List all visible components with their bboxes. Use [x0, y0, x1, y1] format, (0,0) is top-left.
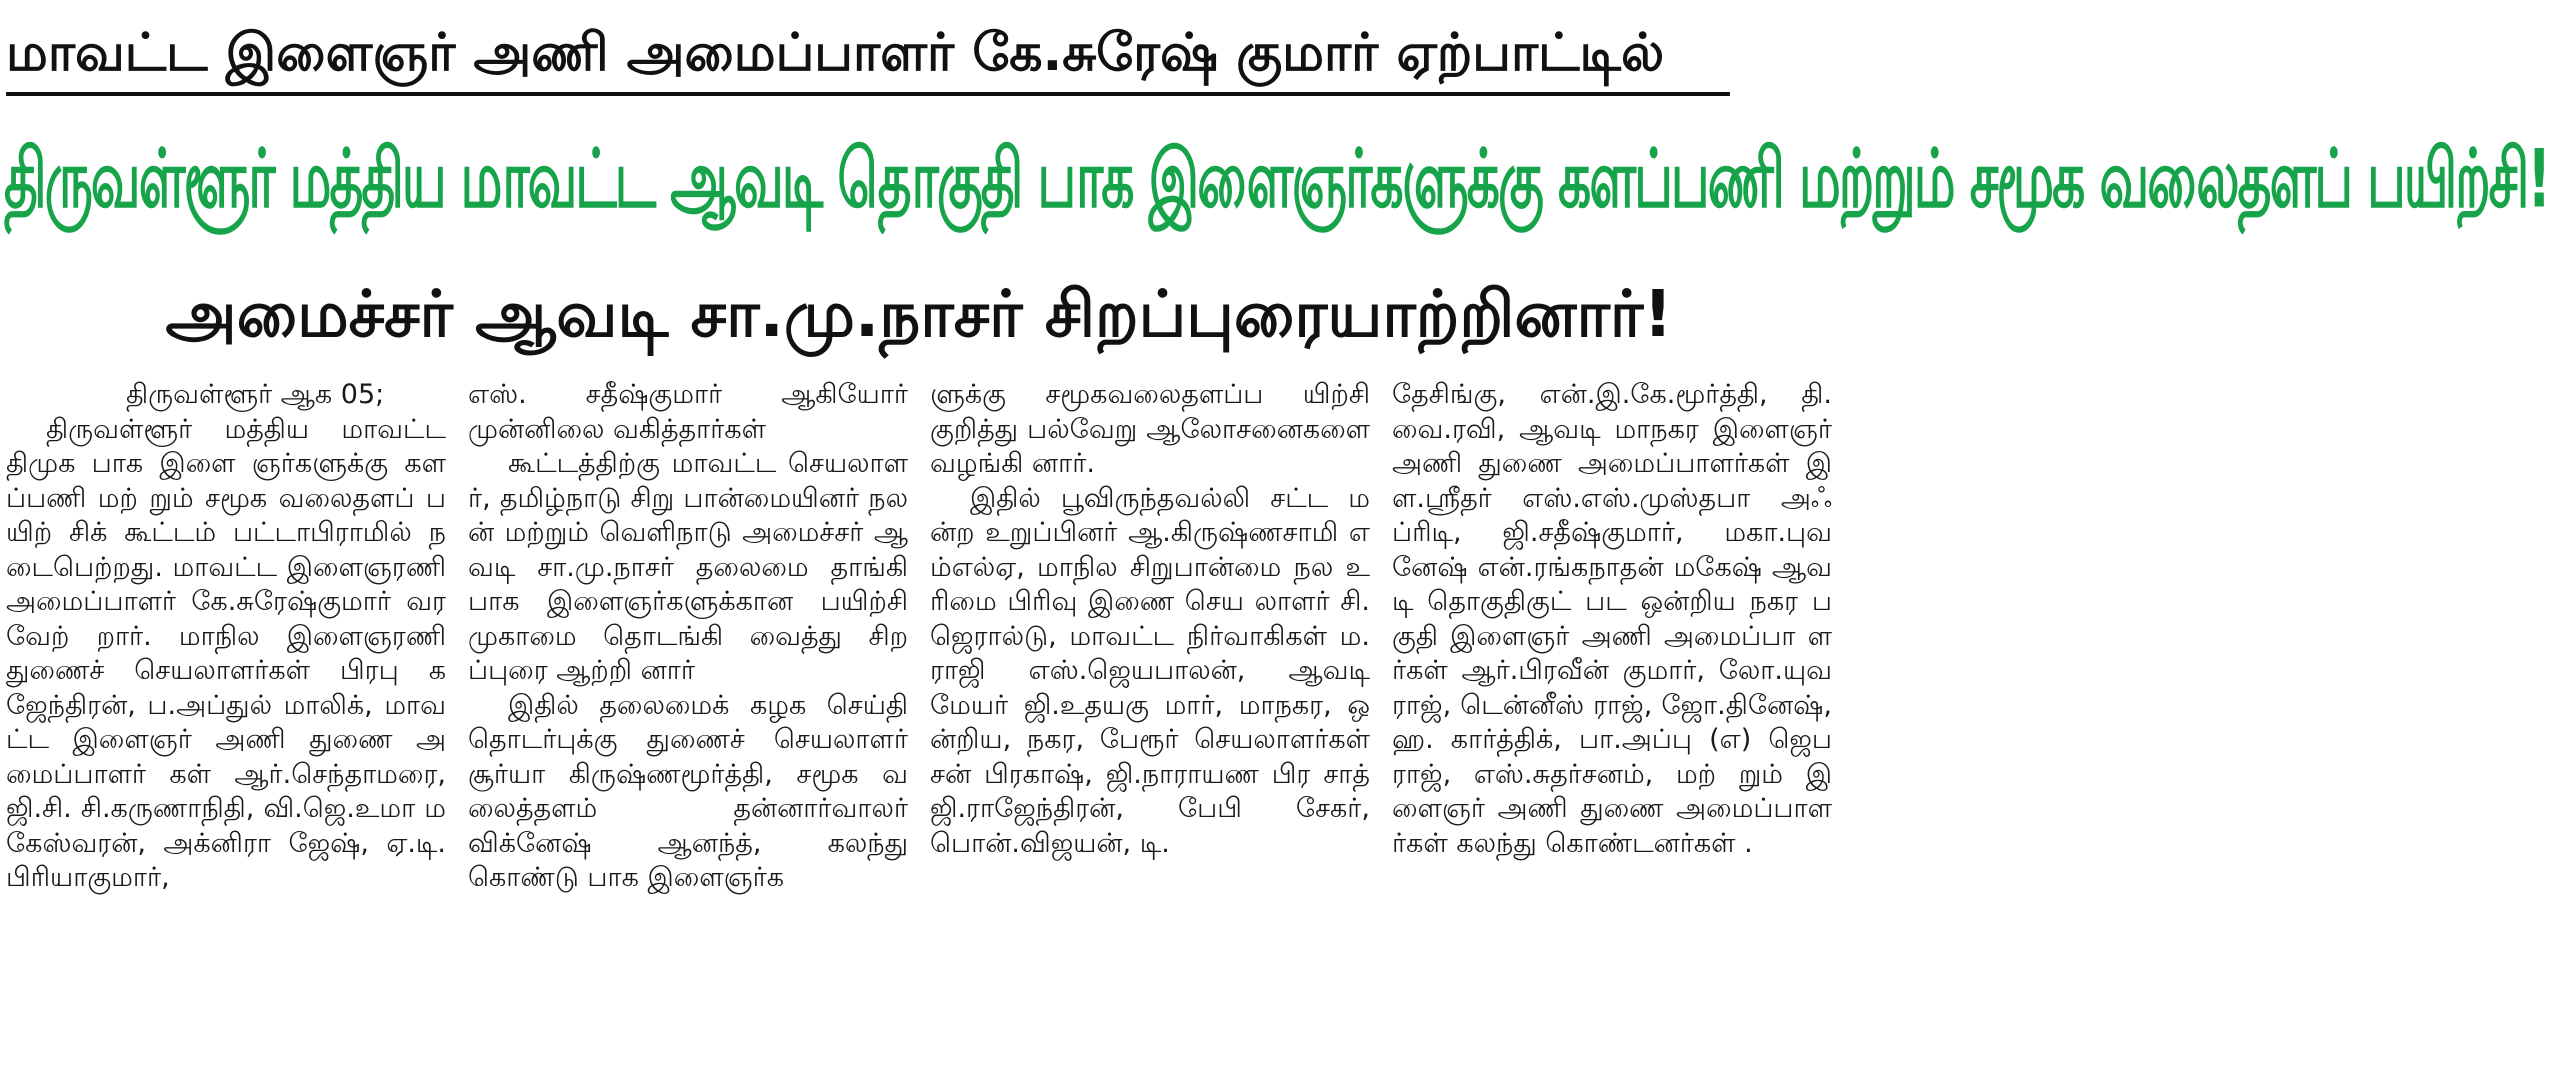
- body-paragraph: எஸ். சதீஷ்குமார் ஆகியோர் முன்னிலை வகித்தார்கள்: [468, 379, 908, 445]
- body-paragraph: இதில் தலைமைக் கழக செய்தி தொடர்புக்கு துணைச் செயலாளர் சூர்யா கிருஷ்ணமூர்த்தி, சமூக வலைத்தளம் தன்னார்வாலர் விக்னேஷ் ஆனந்த், கலந்து கொண்டு பாக இளைஞர்க: [468, 689, 908, 893]
- body-paragraph: ளுக்கு சமூகவலைதளப்ப யிற்சி குறித்து பல்வேறு ஆலோசனைகளை வழங்கி னார்.: [930, 379, 1370, 479]
- article-column-1: [6, 378, 446, 1068]
- article-column-2: [468, 378, 908, 1068]
- article-column-4: [1392, 378, 1832, 1068]
- article-headline: திருவள்ளூர் மத்திய மாவட்ட ஆவடி தொகுதி பாக இளைஞர்களுக்கு களப்பணி மற்றும் சமூக வலைதளப் பயிற்சி!: [4, 133, 2549, 227]
- dateline: திருவள்ளூர் ஆக 05;: [126, 379, 385, 410]
- article-body: [6, 378, 1832, 1068]
- article-column-3: [930, 378, 1370, 1068]
- article-subheadline: அமைச்சர் ஆவடி சா.மு.நாசர் சிறப்புரையாற்றினார்!: [165, 278, 1673, 352]
- body-paragraph: இதில் பூவிருந்தவல்லி சட்ட மன்ற உறுப்பினர் ஆ.கிருஷ்ணசாமி எம்எல்ஏ, மாநில சிறுபான்மை நல உரிமை பிரிவு இணை செய லாளர் சி.ஜெரால்டு, மாவட்ட நிர்வாகிகள் ம. ராஜி எஸ்.ஜெயபாலன், ஆவடி மேயர் ஜி.உதயகு மார், மாநகர, ஒன்றிய, நகர, பேரூர் செயலாளர்கள் சன் பிரகாஷ், ஜி.நாராயண பிர சாத் ஜி.ராஜேந்திரன், பேபி சேகர், பொன்.விஜயன், டி.: [930, 482, 1370, 859]
- body-paragraph: கூட்டத்திற்கு மாவட்ட செயலாளர், தமிழ்நாடு சிறு பான்மையினர் நலன் மற்றும் வெளிநாடு அமைச்சர் ஆவடி சா.மு.நாசர் தலைமை தாங்கி பாக இளைஞர்களுக்கான பயிற்சி முகாமை தொடங்கி வைத்து சிறப்புரை ஆற்றி னார்: [468, 448, 908, 686]
- body-paragraph: திருவள்ளூர் மத்திய மாவட்ட திமுக பாக இளை ஞர்களுக்கு களப்பணி மற் றும் சமூக வலைதளப் பயிற் சிக் கூட்டம் பட்டாபிராமில் நடைபெற்றது. மாவட்ட இளைஞரணி அமைப்பாளர் கே.சுரேஷ்குமார் வரவேற் றார். மாநில இளைஞரணி துணைச் செயலாளர்கள் பிரபு கஜேந்திரன், ப.அப்துல் மாலிக், மாவட்ட இளைஞர் அணி துணை அமைப்பாளர் கள் ஆர்.செந்தாமரை, ஜி.சி. சி.கருணாநிதி, வி.ஜெ.உமா மகேஸ்வரன், அக்னிரா ஜேஷ், ஏ.டி.பிரியாகுமார்,: [6, 413, 446, 893]
- body-paragraph: தேசிங்கு, என்.இ.கே.மூர்த்தி, தி.வை.ரவி, ஆவடி மாநகர இளைஞர் அணி துணை அமைப்பாளர்கள் இள.ஸ்ரீதர் எஸ்.எஸ்.முஸ்தபா அஃப்ரிடி, ஜி.சதீஷ்குமார், மகா.புவ னேஷ் என்.ரங்கநாதன் மகேஷ் ஆவடி தொகுதிகுட் பட ஒன்றிய நகர பகுதி இளைஞர் அணி அமைப்பா ளர்கள் ஆர்.பிரவீன் குமார், லோ.யுவராஜ், டென்னீஸ் ராஜ், ஜோ.தினேஷ், ஹ. கார்த்திக், பா.அப்பு (எ) ஜெப ராஜ், எஸ்.சுதர்சனம், மற் றும் இளைஞர் அணி துணை அமைப்பாளர்கள் கலந்து கொண்டனர்கள் .: [1392, 379, 1832, 859]
- article-kicker: மாவட்ட இளைஞர் அணி அமைப்பாளர் கே.சுரேஷ் குமார் ஏற்பாட்டில்: [6, 23, 1665, 83]
